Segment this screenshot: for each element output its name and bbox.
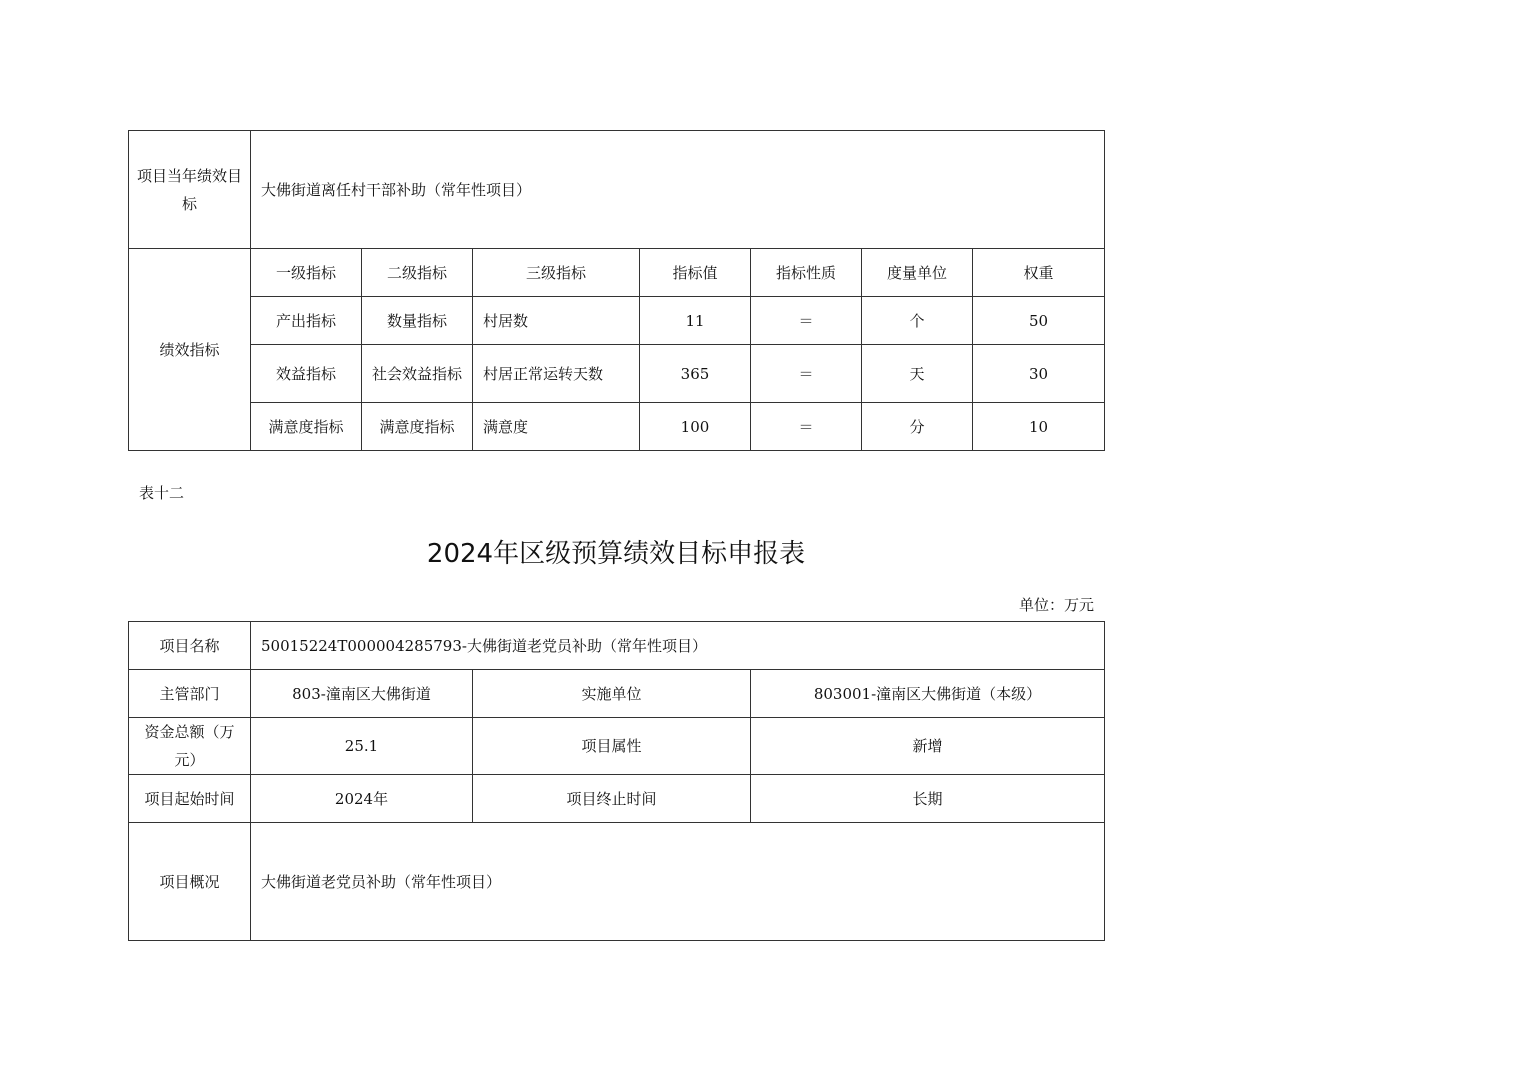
cell: 村居正常运转天数 <box>473 345 640 403</box>
dept-value: 803-潼南区大佛街道 <box>251 670 473 718</box>
table-row <box>129 345 1105 403</box>
cell: 产出指标 <box>251 297 362 345</box>
header-unit: 度量单位 <box>862 249 973 297</box>
cell: 效益指标 <box>251 345 362 403</box>
attr-label: 项目属性 <box>473 718 751 775</box>
start-label: 项目起始时间 <box>129 775 251 823</box>
table-row <box>129 403 1105 451</box>
end-value: 长期 <box>751 775 1105 823</box>
cell: ＝ <box>751 345 862 403</box>
impl-value: 803001-潼南区大佛街道（本级） <box>751 670 1105 718</box>
page-title: 2024年区级预算绩效目标申报表 <box>426 539 806 569</box>
cell: 满意度指标 <box>251 403 362 451</box>
start-value: 2024年 <box>251 775 473 823</box>
header-level3: 三级指标 <box>473 249 640 297</box>
cell: 10 <box>973 403 1105 451</box>
overview-value: 大佛街道老党员补助（常年性项目） <box>251 823 1105 941</box>
project-name-label: 项目名称 <box>129 622 251 670</box>
header-nature: 指标性质 <box>751 249 862 297</box>
cell: 个 <box>862 297 973 345</box>
performance-goal-table <box>128 130 1105 451</box>
table-row <box>129 297 1105 345</box>
goal-label: 项目当年绩效目标 <box>129 131 251 249</box>
cell: 分 <box>862 403 973 451</box>
impl-label: 实施单位 <box>473 670 751 718</box>
attr-value: 新增 <box>751 718 1105 775</box>
table-number: 表十二 <box>139 484 185 502</box>
fund-label: 资金总额（万元） <box>129 718 251 775</box>
cell: ＝ <box>751 297 862 345</box>
fund-value: 25.1 <box>251 718 473 775</box>
cell: ＝ <box>751 403 862 451</box>
cell: 天 <box>862 345 973 403</box>
cell: 数量指标 <box>362 297 473 345</box>
end-label: 项目终止时间 <box>473 775 751 823</box>
cell: 365 <box>640 345 751 403</box>
cell: 社会效益指标 <box>362 345 473 403</box>
project-info-table <box>128 621 1105 941</box>
cell: 满意度 <box>473 403 640 451</box>
goal-text: 大佛街道离任村干部补助（常年性项目） <box>251 131 1105 249</box>
dept-label: 主管部门 <box>129 670 251 718</box>
header-value: 指标值 <box>640 249 751 297</box>
header-level2: 二级指标 <box>362 249 473 297</box>
indicators-label: 绩效指标 <box>129 249 251 451</box>
unit-label: 单位：万元 <box>1018 596 1094 614</box>
overview-label: 项目概况 <box>129 823 251 941</box>
cell: 30 <box>973 345 1105 403</box>
header-weight: 权重 <box>973 249 1105 297</box>
project-name-value: 50015224T000004285793-大佛街道老党员补助（常年性项目） <box>251 622 1105 670</box>
header-level1: 一级指标 <box>251 249 362 297</box>
cell: 村居数 <box>473 297 640 345</box>
cell: 100 <box>640 403 751 451</box>
cell: 满意度指标 <box>362 403 473 451</box>
cell: 50 <box>973 297 1105 345</box>
cell: 11 <box>640 297 751 345</box>
